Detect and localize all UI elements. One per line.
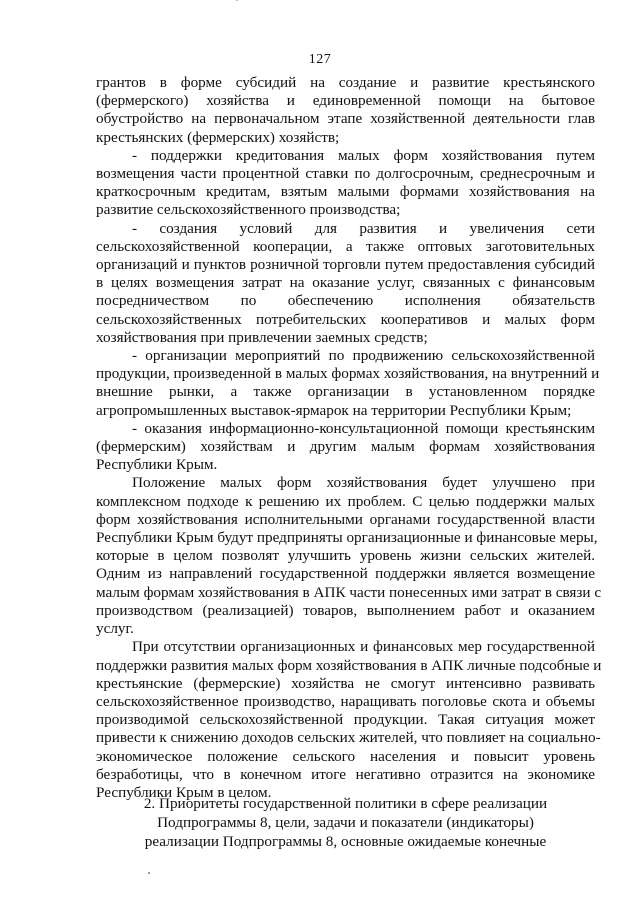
text-line: внешние рынки, а также организации в установленном порядке (96, 383, 595, 401)
text-line: которые в целом позволят улучшить уровень жизни сельских жителей. (96, 547, 595, 565)
text-line: - организации мероприятий по продвижению сельскохозяйственной (132, 347, 595, 365)
scan-speck (236, 0, 238, 1)
heading-line: Подпрограммы 8, цели, задачи и показатели (индикаторы) (157, 814, 534, 831)
text-line: грантов в форме субсидий на создание и развитие крестьянского (96, 74, 595, 91)
text-line: крестьянских (фермерских) хозяйств; (96, 128, 340, 146)
text-line: продукции, произведенной в малых формах хозяйствования, на внутренний и (96, 365, 600, 383)
text-line: Республики Крым. (96, 456, 218, 474)
text-line: сельскохозяйственное производство, наращивать поголовье скота и объемы (96, 692, 595, 710)
text-line: агропромышленных выставок-ярмарок на территории Республики Крым; (96, 401, 572, 419)
text-line: крестьянские (фермерские) хозяйства не смогут интенсивно развивать (96, 674, 595, 692)
text-line: экономическое положение сельского населения и повысит уровень (96, 747, 595, 765)
text-line: организаций и пунктов розничной торговли путем предоставления субсидий (96, 256, 595, 274)
text-line: Республики Крым в целом. (96, 783, 272, 801)
text-line: привести к снижению доходов сельских жителей, что повлияет на социально- (96, 729, 601, 747)
text-line: - поддержки кредитования малых форм хозяйствования путем (132, 146, 595, 164)
text-line: развитие сельскохозяйственного производства; (96, 201, 401, 219)
text-line: Республики Крым будут предприняты организационные и финансовые меры, (96, 529, 598, 547)
text-line: безработицы, что в конечном итоге негативно отразится на экономике (96, 765, 595, 783)
text-line: обустройство на первоначальном этапе хозяйственной деятельности глав (96, 110, 595, 128)
text-line: краткосрочным кредитам, взятым малыми формами хозяйствования на (96, 183, 595, 201)
text-line: в целях возмещения затрат на оказание услуг, связанных с финансовым (96, 274, 595, 292)
text-line: сельскохозяйственной кооперации, а также оптовых заготовительных (96, 237, 595, 255)
text-line: (фермерским) хозяйствам и другим малым формам хозяйствования (96, 438, 595, 456)
page-number: 127 (308, 52, 332, 67)
text-line: услуг. (96, 620, 134, 638)
text-line: Одним из направлений государственной поддержки является возмещение (96, 565, 595, 583)
heading-line: 2. Приоритеты государственной политики в сфере реализации (143, 795, 548, 812)
text-line: производством (реализацией) товаров, выполнением работ и оказанием (96, 601, 595, 619)
text-line: поддержки развития малых форм хозяйствования в АПК личные подсобные и (96, 656, 602, 674)
text-line: - создания условий для развития и увеличения сети (132, 219, 595, 237)
text-line: хозяйствования при привлечении заемных средств; (96, 328, 428, 346)
text-line: сельскохозяйственных потребительских кооперативов и малых форм (96, 310, 595, 328)
text-line: возмещения части процентной ставки по долгосрочным, среднесрочным и (96, 165, 595, 183)
text-line: производимой сельскохозяйственной продукции. Такая ситуация может (96, 711, 595, 729)
heading-line: реализации Подпрограммы 8, основные ожидаемые конечные (144, 833, 547, 850)
body-text (96, 74, 602, 802)
text-line: - оказания информационно-консультационной помощи крестьянским (132, 419, 595, 437)
text-line: (фермерского) хозяйства и единовременной помощи на бытовое (96, 92, 595, 110)
text-line: При отсутствии организационных и финансовых мер государственной (132, 638, 595, 656)
text-line: комплексном подходе к решению их проблем. С целью поддержки малых (96, 492, 595, 510)
scan-speck (148, 872, 150, 874)
text-line: Положение малых форм хозяйствования будет улучшено при (132, 474, 595, 492)
text-line: форм хозяйствования исполнительными органами государственной власти (96, 510, 595, 528)
text-line: посредничеством по обеспечению исполнения обязательств (96, 292, 595, 310)
section-heading (96, 794, 595, 851)
text-line: малым формам хозяйствования в АПК части понесенных ими затрат в связи с (96, 583, 602, 601)
